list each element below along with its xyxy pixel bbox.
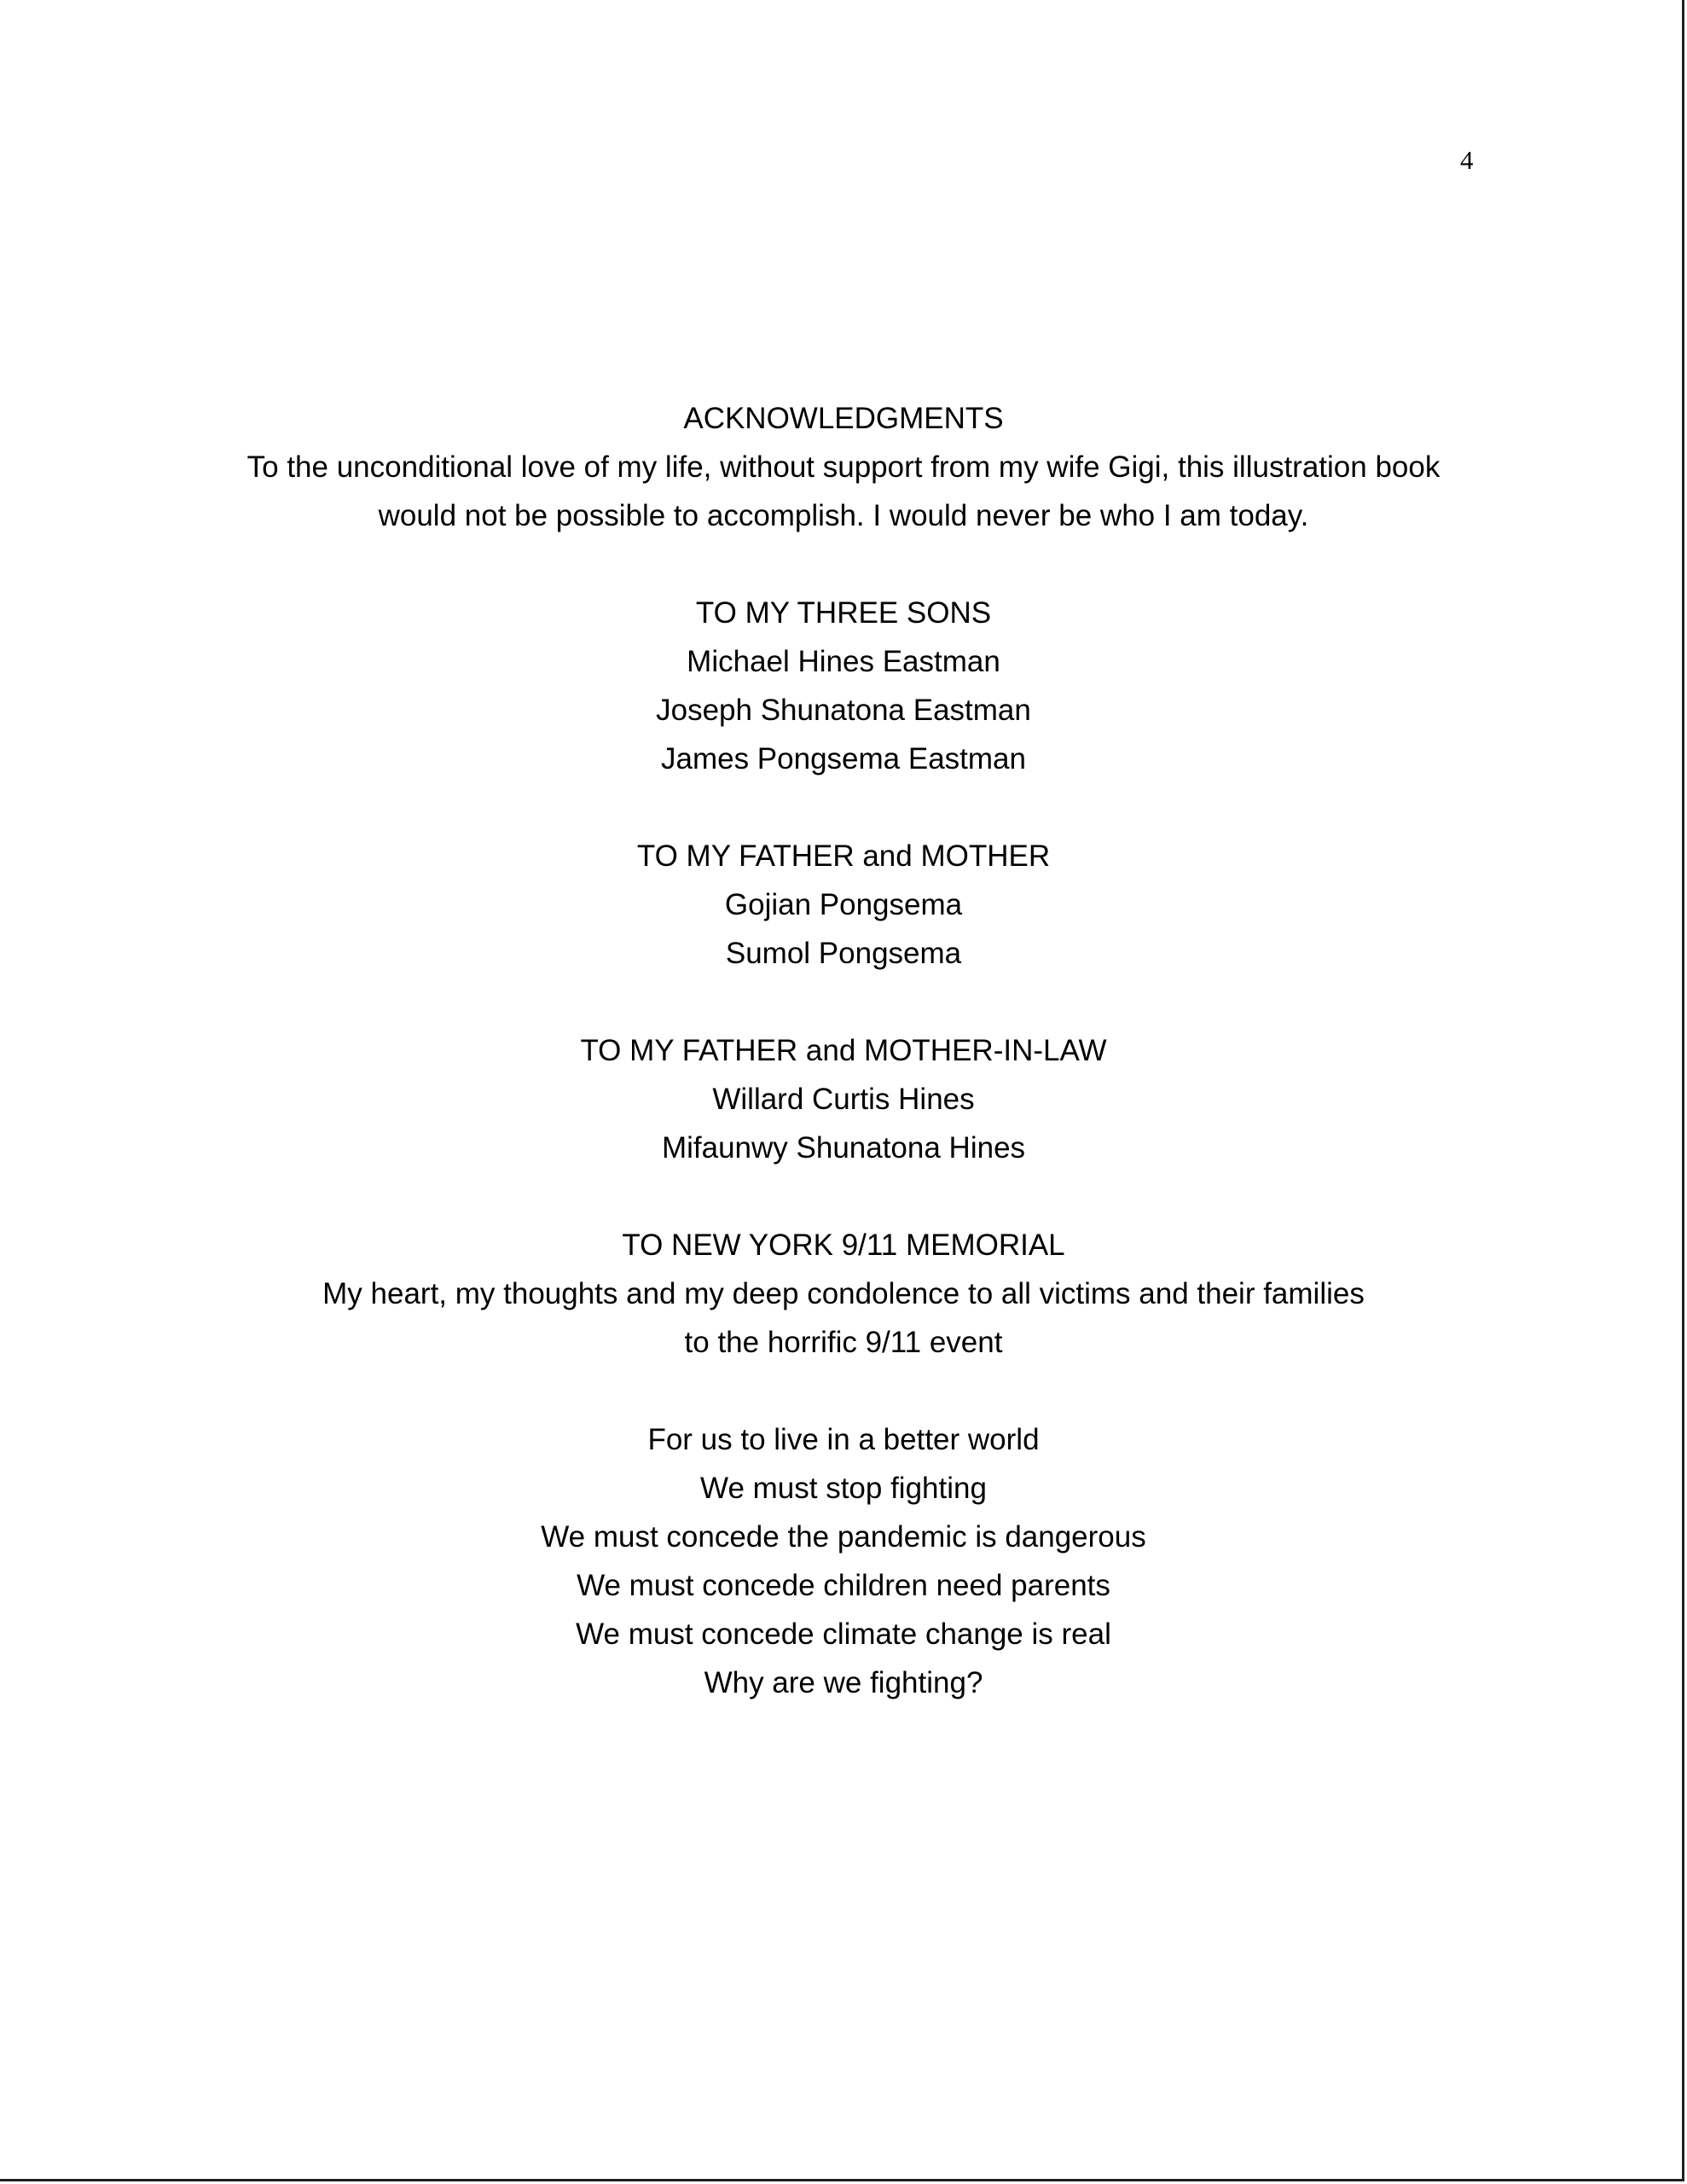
section-heading: TO MY THREE SONS [695, 596, 992, 630]
parent-name: Sumol Pongsema [725, 937, 962, 970]
closing-line: We must concede the pandemic is dangerous [541, 1520, 1146, 1554]
acknowledgments-section [0, 394, 1687, 540]
closing-line: We must concede climate change is real [576, 1618, 1111, 1651]
closing-section [0, 1415, 1687, 1707]
memorial-section [0, 1221, 1687, 1367]
acknowledgments-content [0, 394, 1687, 1707]
section-heading: TO MY FATHER and MOTHER-IN-LAW [580, 1034, 1107, 1067]
closing-line: We must concede children need parents [577, 1569, 1110, 1602]
intro-line: would not be possible to accomplish. I would never be who I am today. [378, 499, 1309, 532]
son-name: Michael Hines Eastman [687, 645, 1000, 678]
section-heading: TO MY FATHER and MOTHER [636, 839, 1051, 873]
memorial-line: to the horrific 9/11 event [684, 1326, 1003, 1359]
section-heading: TO NEW YORK 9/11 MEMORIAL [622, 1228, 1065, 1262]
closing-line: We must stop fighting [700, 1472, 987, 1505]
parent-name: Gojian Pongsema [724, 888, 963, 921]
son-name: Joseph Shunatona Eastman [656, 694, 1031, 727]
closing-line: For us to live in a better world [647, 1423, 1040, 1456]
memorial-line: My heart, my thoughts and my deep condolence to all victims and their families [322, 1277, 1365, 1310]
son-name: James Pongsema Eastman [661, 742, 1026, 775]
intro-line: To the unconditional love of my life, without support from my wife Gigi, this illustration book [246, 450, 1441, 484]
sons-section [0, 589, 1687, 783]
parents-section [0, 832, 1687, 978]
closing-line: Why are we fighting? [704, 1666, 983, 1699]
in-laws-section [0, 1026, 1687, 1172]
page-number: 4 [1460, 145, 1474, 175]
page-title: ACKNOWLEDGMENTS [683, 402, 1004, 435]
in-law-name: Mifaunwy Shunatona Hines [661, 1131, 1026, 1165]
in-law-name: Willard Curtis Hines [712, 1083, 975, 1116]
